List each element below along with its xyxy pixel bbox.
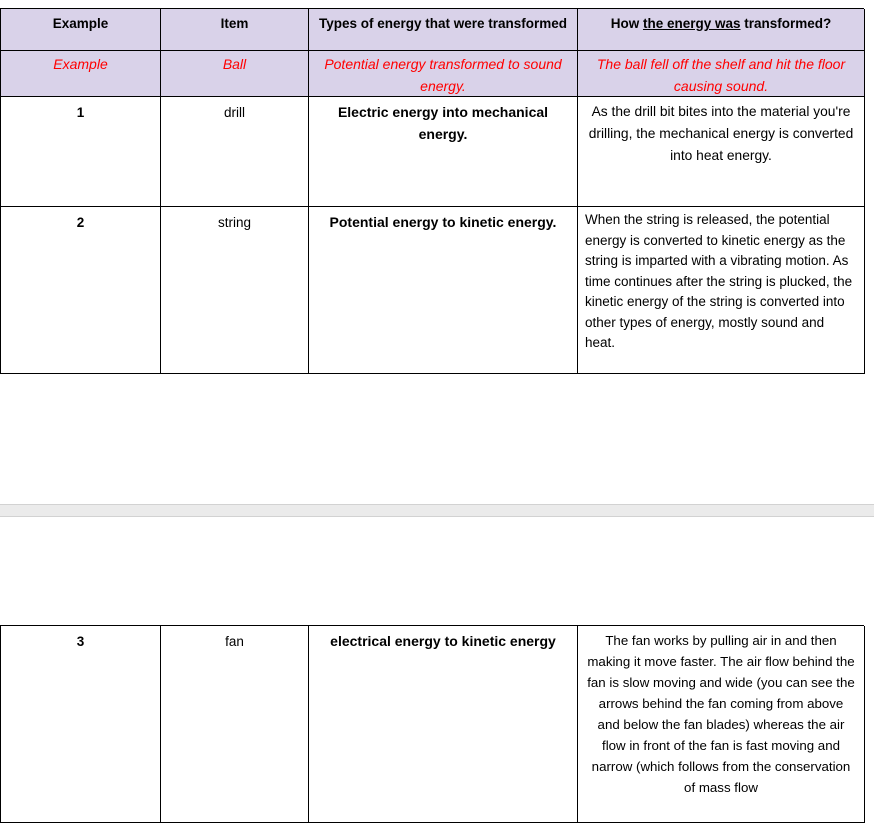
header-how-text-post: transformed?: [740, 16, 832, 31]
example-row-label: Example: [1, 51, 161, 97]
row1-how: As the drill bit bites into the material you're drilling, the mechanical energy is converted into heat energy.: [578, 97, 865, 207]
row2-types: Potential energy to kinetic energy.: [309, 207, 578, 374]
energy-table-page1: [0, 8, 864, 374]
energy-table-page2: [0, 625, 864, 823]
row2-how: When the string is released, the potential energy is converted to kinetic energy as the string is imparted with a vibrating motion. As time continues after the string is plucked, the kinetic energy of the string is converted into other types of energy, mostly sound and heat.: [578, 207, 865, 374]
page-break-separator: [0, 504, 874, 517]
column-header-item: Item: [161, 9, 309, 51]
example-row-item: Ball: [161, 51, 309, 97]
row2-item: string: [161, 207, 309, 374]
column-header-how: [578, 9, 865, 51]
example-row-types: Potential energy transformed to sound energy.: [309, 51, 578, 97]
column-header-example: Example: [1, 9, 161, 51]
column-header-types: Types of energy that were transformed: [309, 9, 578, 51]
row3-item: fan: [161, 626, 309, 823]
header-how-underlined-text: the energy was: [642, 16, 741, 31]
row2-number: 2: [1, 207, 161, 374]
row1-number: 1: [1, 97, 161, 207]
row3-how: The fan works by pulling air in and then making it move faster. The air flow behind the fan is slow moving and wide (you can see the arrows behind the fan coming from above and below the fan blades) whereas the air flow in front of the fan is fast moving and narrow (which follows from the conservation of mass flow: [578, 626, 865, 823]
row3-types: electrical energy to kinetic energy: [309, 626, 578, 823]
header-how-text-pre: How: [610, 16, 643, 31]
row3-number: 3: [1, 626, 161, 823]
row1-item: drill: [161, 97, 309, 207]
example-row-how: The ball fell off the shelf and hit the floor causing sound.: [578, 51, 865, 97]
row1-types: Electric energy into mechanical energy.: [309, 97, 578, 207]
